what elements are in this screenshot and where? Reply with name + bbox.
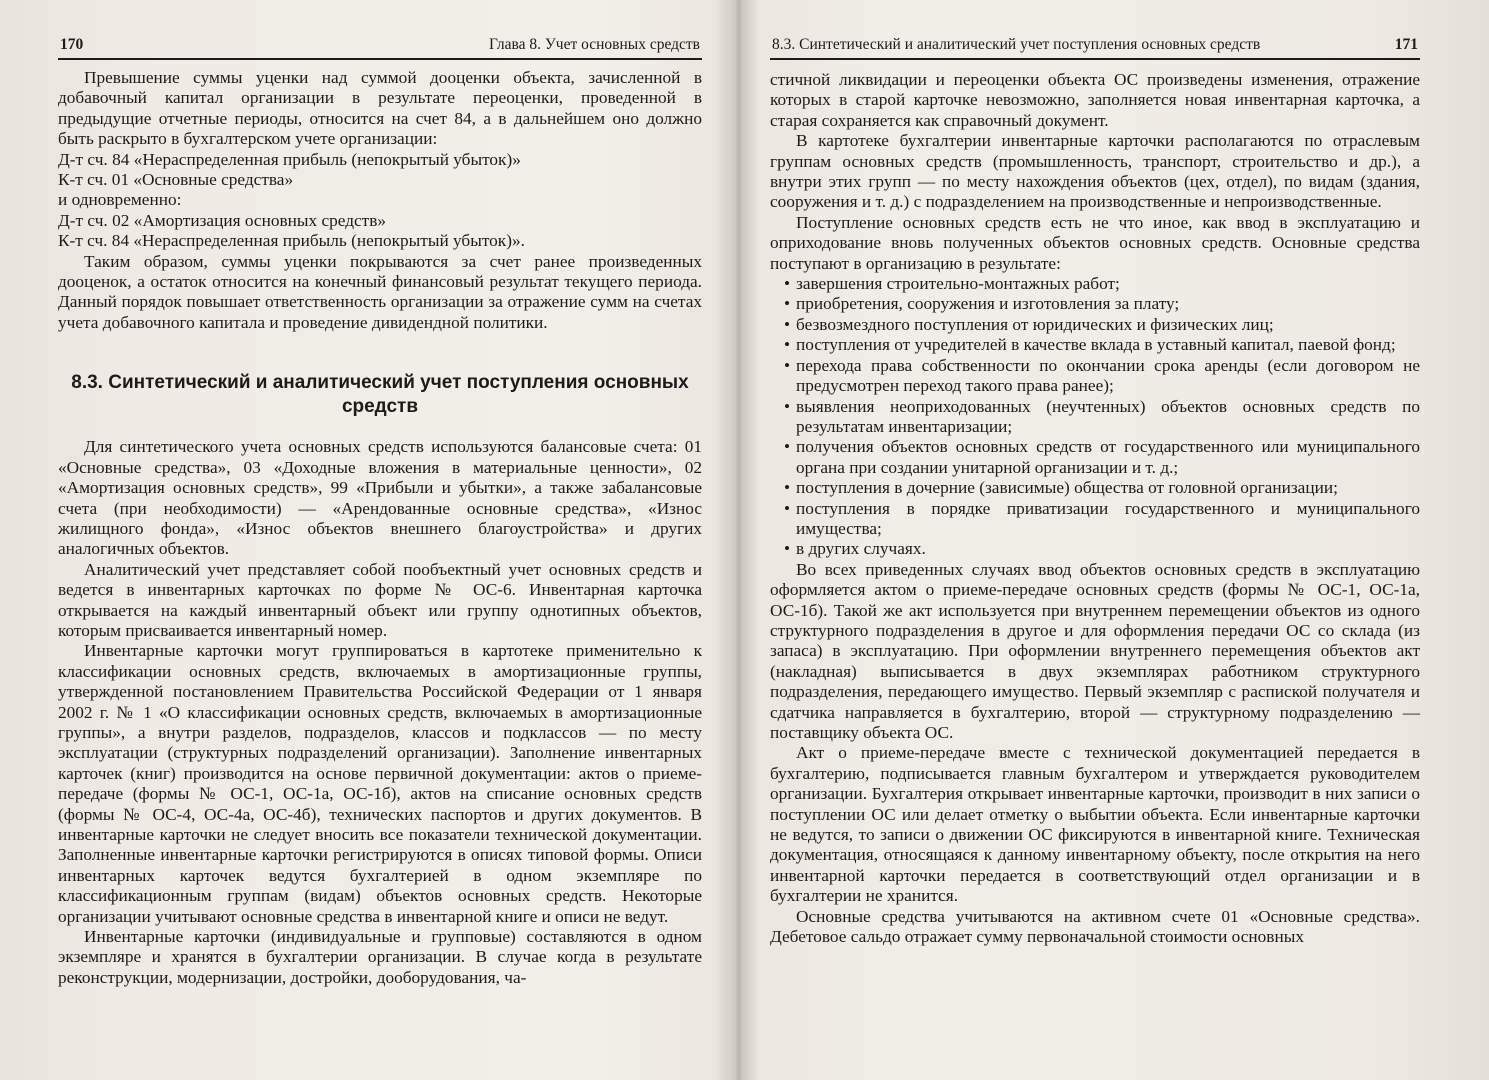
list-item-text: перехода права собственности по окончании срока аренды (если договором не предусмотрен переход такого права ранее); xyxy=(796,355,1420,396)
right-page-number: 171 xyxy=(1394,36,1418,53)
bullet-icon: • xyxy=(784,396,791,416)
list-item-text: поступления в порядке приватизации государственного и муниципального имущества; xyxy=(796,498,1420,538)
list-item-text: поступления в дочерние (зависимые) общества от головной организации; xyxy=(796,478,1338,498)
bullet-icon: • xyxy=(784,498,791,518)
paragraph: Инвентарные карточки (индивидуальные и групповые) составляются в одном экземпляре и хранятся в бухгалтерии организации. В случае когда в результате реконструкции, модернизации, достройки, дооборудования, ча- xyxy=(58,927,702,987)
bullet-icon: • xyxy=(784,335,791,355)
bullet-icon: • xyxy=(784,539,791,559)
paragraph: В картотеке бухгалтерии инвентарные карточки располагаются по отраслевым группам основных средств (промышленность, транспорт, строительство и др.), а внутри этих групп — по месту нахождения объектов (цех, отдел), по видам (здания, сооружения и т. д.) с подразделением на производственные и непроизводственные. xyxy=(770,131,1420,212)
list-item xyxy=(770,294,1420,314)
paragraph: стичной ликвидации и переоценки объекта ОС произведены изменения, отражение которых в старой карточке невозможно, заполняется новая инвентарная карточка, а старая сохраняется как справочный документ. xyxy=(770,70,1420,130)
left-page-number: 170 xyxy=(60,36,84,53)
bullet-icon: • xyxy=(784,355,791,375)
paragraph: Поступление основных средств есть не что иное, как ввод в эксплуатацию и оприходование вновь полученных объектов основных средств. Основные средства поступают в организацию в результате: xyxy=(770,212,1420,273)
bullet-icon: • xyxy=(784,314,791,334)
right-running-title: 8.3. Синтетический и аналитический учет поступления основных средств xyxy=(772,36,1261,53)
list-item xyxy=(770,274,1420,294)
paragraph: Акт о приеме-передаче вместе с технической документацией передается в бухгалтерию, подписывается главным бухгалтером и утверждается руководителем организации. Бухгалтерия открывает инвентарные карточки, производит в них записи о поступлении ОС или делает отметку о выбытии объекта. Если инвентарные карточки не ведутся, то записи о движении ОС фиксируются в инвентарной книге. Техническая документация, относящаяся к данному инвентарному объекту, после открытия на него инвентарной карточки передается в соответствующий отдел организации и в бухгалтерии не хранится. xyxy=(770,743,1420,906)
paragraph: Для синтетического учета основных средств используются балансовые счета: 01 «Основные средства», 03 «Доходные вложения в материальные ценности», 02 «Амортизация основных средств», 99 «Прибыли и убытки», а также забалансовые счета (при необходимости) — «Арендованные основные средства», «Износ жилищного фонда», «Износ объектов внешнего благоустройства» и других аналогичных объектов. xyxy=(58,437,702,559)
accounting-entry: Д-т сч. 02 «Амортизация основных средств» xyxy=(58,210,387,230)
accounting-entry: Д-т сч. 84 «Нераспределенная прибыль (непокрытый убыток)» xyxy=(58,149,521,169)
list-item-text: безвозмездного поступления от юридических и физических лиц; xyxy=(796,314,1274,334)
list-item-text: выявления неоприходованных (неучтенных) объектов основных средств по результатам инвентаризации; xyxy=(796,396,1420,436)
section-heading: 8.3. Синтетический и аналитический учет поступления основных средств xyxy=(71,372,689,418)
left-running-title: Глава 8. Учет основных средств xyxy=(489,36,700,53)
left-running-header xyxy=(58,30,702,60)
list-item xyxy=(770,397,1420,438)
list-item xyxy=(770,499,1420,540)
list-item xyxy=(770,437,1420,478)
paragraph: Основные средства учитываются на активном счете 01 «Основные средства». Дебетовое сальдо отражает сумму первоначальной стоимости основных xyxy=(770,906,1420,947)
left-page xyxy=(58,0,702,1080)
paragraph: Во всех приведенных случаях ввод объектов основных средств в эксплуатацию оформляется актом о приеме-передаче основных средств (формы № ОС-1, ОС-1а, ОС-1б). Такой же акт используется при внутреннем перемещении объектов из одного структурного подразделения в другое и для оформления передачи ОС со склада (из запаса) в эксплуатацию. При оформлении внутреннего перемещения объектов акт (накладная) выписывается в двух экземплярах работником структурного подразделения, передающего имущество. Первый экземпляр с распиской получателя и сдатчика направляется в бухгалтерию, второй — структурному подразделению — поставщику объекта ОС. xyxy=(770,559,1420,742)
list-item xyxy=(770,335,1420,355)
list-item xyxy=(770,356,1420,397)
bullet-list xyxy=(770,274,1420,560)
list-item xyxy=(770,539,1420,559)
bullet-icon: • xyxy=(784,437,791,457)
paragraph: и одновременно: xyxy=(58,190,182,210)
accounting-entry: К-т сч. 84 «Нераспределенная прибыль (непокрытый убыток)». xyxy=(58,231,525,251)
list-item-text: в других случаях. xyxy=(796,539,926,559)
list-item-text: приобретения, сооружения и изготовления за плату; xyxy=(796,294,1180,314)
list-item-text: получения объектов основных средств от государственного или муниципального органа при создании унитарной организации и т. д.; xyxy=(796,437,1420,477)
right-page-body xyxy=(770,70,1420,947)
bullet-icon: • xyxy=(784,274,791,294)
bullet-icon: • xyxy=(784,294,791,314)
list-item xyxy=(770,478,1420,498)
list-item-text: завершения строительно-монтажных работ; xyxy=(796,274,1120,294)
paragraph: Превышение суммы уценки над суммой дооценки объекта, зачисленной в добавочный капитал организации в результате переоценки, проведенной в предыдущие отчетные периоды, относится на счет 84, а в дальнейшем оно должно быть раскрыто в бухгалтерском учете организации: xyxy=(58,68,702,149)
paragraph: Аналитический учет представляет собой пообъектный учет основных средств и ведется в инвентарных карточках по форме № ОС-6. Инвентарная карточка открывается на каждый инвентарный объект или группу однотипных объектов, которым присваивается инвентарный номер. xyxy=(58,559,702,640)
list-item xyxy=(770,315,1420,335)
right-running-header xyxy=(770,30,1420,60)
paragraph: Инвентарные карточки могут группироваться в картотеке применительно к классификации основных средств, включаемых в амортизационные группы, утвержденной постановлением Правительства Российской Федерации от 1 января 2002 г. № 1 «О классификации основных средств, включаемых в амортизационные группы», а внутри разделов, подразделов, классов и подклассов — по месту эксплуатации (структурных подразделений организации). Заполнение инвентарных карточек (книг) производится на основе первичной документации: актов о приеме-передаче (формы № ОС-1, ОС-1а, ОС-1б), актов на списание основных средств (формы № ОС-4, ОС-4а, ОС-4б), технических паспортов и других документов. В инвентарные карточки не следует вносить все показатели технической документации. Заполненные инвентарные карточки регистрируются в описях типовой формы. Описи инвентарных карточек ведутся бухгалтерией в одном экземпляре по классификационным группам (видам) объектов основных средств. Некоторые организации учитывают основные средства в инвентарной книге и описи не ведут. xyxy=(58,641,702,926)
right-page xyxy=(770,0,1420,1080)
left-page-body xyxy=(58,68,702,988)
list-item-text: поступления от учредителей в качестве вклада в уставный капитал, паевой фонд; xyxy=(796,335,1396,355)
bullet-icon: • xyxy=(784,478,791,498)
paragraph: Таким образом, суммы уценки покрываются за счет ранее произведенных дооценок, а остаток относится на конечный финансовый результат текущего периода. Данный порядок повышает ответственность организации за отражение сумм на счетах учета добавочного капитала и проведение дивидендной политики. xyxy=(58,251,702,332)
accounting-entry: К-т сч. 01 «Основные средства» xyxy=(58,170,294,190)
